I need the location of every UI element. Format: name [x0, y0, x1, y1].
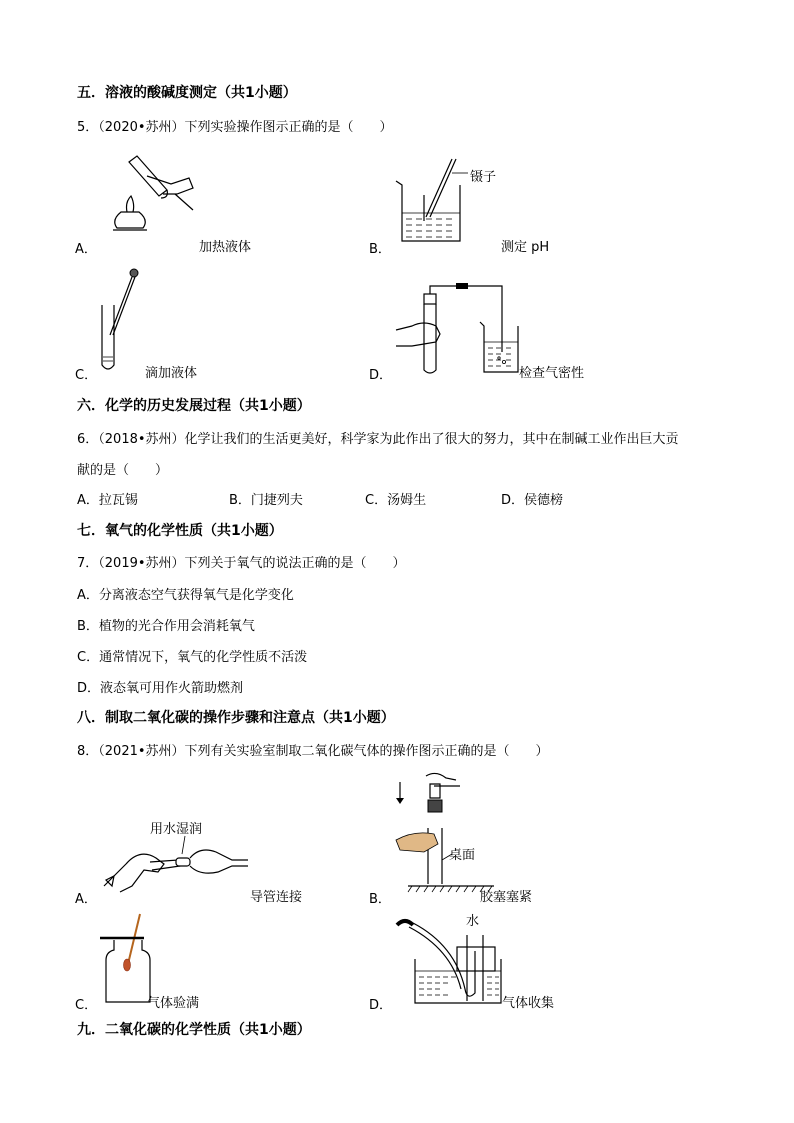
- label-wet-with-water: 用水湿润: [150, 822, 203, 837]
- figure-stopper-insert: [390, 770, 500, 900]
- option-7d: D．液态氧可用作火箭助燃剂: [77, 681, 244, 696]
- section-heading-9: 九．二氧化碳的化学性质（共1小题）: [77, 1022, 311, 1038]
- option-8c-caption: 气体验满: [147, 996, 200, 1011]
- question-8-stem: 8．（2021•苏州）下列有关实验室制取二氧化碳气体的操作图示正确的是（ ）: [77, 744, 549, 759]
- figure-gas-collection: [395, 915, 505, 1007]
- option-6a: A．拉瓦锡: [77, 493, 138, 508]
- option-5c-letter: C．: [75, 368, 98, 383]
- option-7b: B．植物的光合作用会消耗氧气: [77, 619, 255, 634]
- question-7-stem: 7．（2019•苏州）下列关于氧气的说法正确的是（ ）: [77, 556, 406, 571]
- option-5a-caption: 加热液体: [199, 240, 252, 255]
- section-heading-7: 七．氧气的化学性质（共1小题）: [77, 523, 283, 539]
- option-8a-caption: 导管连接: [250, 890, 303, 905]
- label-tweezers: 镊子: [470, 170, 497, 185]
- option-5c-caption: 滴加液体: [145, 366, 198, 381]
- option-7c: C．通常情况下，氧气的化学性质不活泼: [77, 650, 308, 665]
- section-heading-6: 六．化学的历史发展过程（共1小题）: [77, 398, 311, 414]
- question-5-stem: 5．（2020•苏州）下列实验操作图示正确的是（ ）: [77, 120, 393, 135]
- option-8b-letter: B．: [369, 892, 391, 907]
- option-6d: D．侯德榜: [501, 493, 564, 508]
- section-heading-8: 八．制取二氧化碳的操作步骤和注意点（共1小题）: [77, 710, 395, 726]
- option-6b: B．门捷列夫: [229, 493, 303, 508]
- label-tabletop: 桌面: [449, 848, 476, 863]
- option-5b-letter: B．: [369, 242, 391, 257]
- option-8b-caption: 胶塞塞紧: [480, 890, 533, 905]
- question-6-stem-line1: 6．（2018•苏州）化学让我们的生活更美好，科学家为此作出了很大的努力，其中在制碱工业作出巨大贡: [77, 432, 679, 447]
- option-5d-caption: 检查气密性: [519, 366, 585, 381]
- section-heading-5: 五．溶液的酸碱度测定（共1小题）: [77, 85, 297, 101]
- figure-check-airtightness: [396, 282, 526, 377]
- option-8d-caption: 气体收集: [502, 996, 555, 1011]
- option-8c-letter: C．: [75, 998, 98, 1013]
- option-8a-letter: A．: [75, 892, 97, 907]
- option-5a-letter: A．: [75, 242, 97, 257]
- option-7a: A．分离液态空气获得氧气是化学变化: [77, 588, 294, 603]
- option-5b-caption: 测定 pH: [501, 240, 550, 255]
- figure-heating-liquid: [97, 150, 207, 240]
- option-5d-letter: D．: [369, 368, 393, 383]
- option-6c: C．汤姆生: [365, 493, 427, 508]
- question-6-stem-line2: 献的是（ ）: [77, 463, 169, 478]
- option-8d-letter: D．: [369, 998, 393, 1013]
- label-water: 水: [466, 914, 480, 929]
- figure-tube-connection: [100, 836, 250, 896]
- figure-drop-liquid: [96, 265, 146, 375]
